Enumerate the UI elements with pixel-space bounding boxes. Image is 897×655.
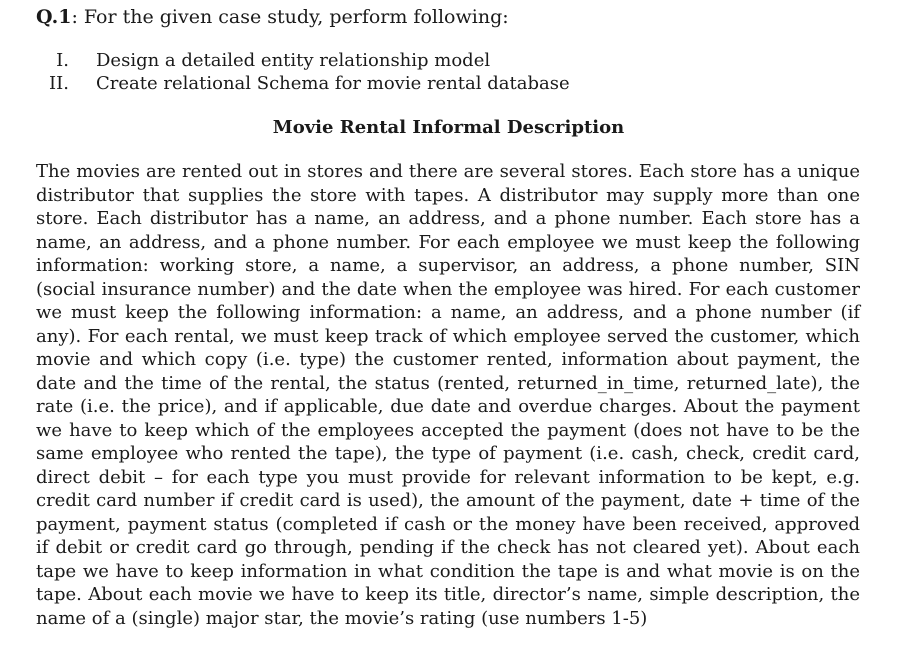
task-list [36, 49, 570, 95]
question-text: : For the given case study, perform following: [71, 6, 509, 28]
question-line [36, 5, 509, 29]
question-label: Q.1 [36, 6, 72, 28]
section-heading: Movie Rental Informal Description [272, 117, 625, 138]
task-number: I. [56, 50, 69, 71]
task-number: II. [49, 73, 69, 94]
task-text: Create relational Schema for movie rental database [96, 73, 570, 94]
task-text: Design a detailed entity relationship model [96, 50, 491, 71]
task-item [36, 72, 570, 95]
case-study-description: The movies are rented out in stores and there are several stores. Each store has a unique distributor that supplies the store with tapes. A distributor may supply more than one store. Each distributor has a name, an address, and a phone number. Each store has a name, an address, and a phone number. For each employee we must keep the following information: working store, a name, a supervisor, an address, a phone number, SIN (social insurance number) and the date when the employee was hired. For each customer we must keep the following information: a name, an address, and a phone number (if any). For each rental, we must keep track of which employee served the customer, which movie and which copy (i.e. type) the customer rented, information about payment, the date and the time of the rental, the status (rented, returned_in_time, returned_late), the rate (i.e. the price), and if applicable, due date and overdue charges. About the payment we have to keep which of the employees accepted the payment (does not have to be the same employee who rented the tape), the type of payment (i.e. cash, check, credit card, direct debit – for each type you must provide for relevant information to be kept, e.g. credit card number if credit card is used), the amount of the payment, date + time of the payment, payment status (completed if cash or the money have been received, approved if debit or credit card go through, pending if the check has not cleared yet). About each tape we have to keep information in what condition the tape is and what movie is on the tape. About each movie we have to keep its title, director’s name, simple description, the name of a (single) major star, the movie’s rating (use numbers 1-5) [36, 161, 860, 629]
task-item [36, 49, 570, 72]
